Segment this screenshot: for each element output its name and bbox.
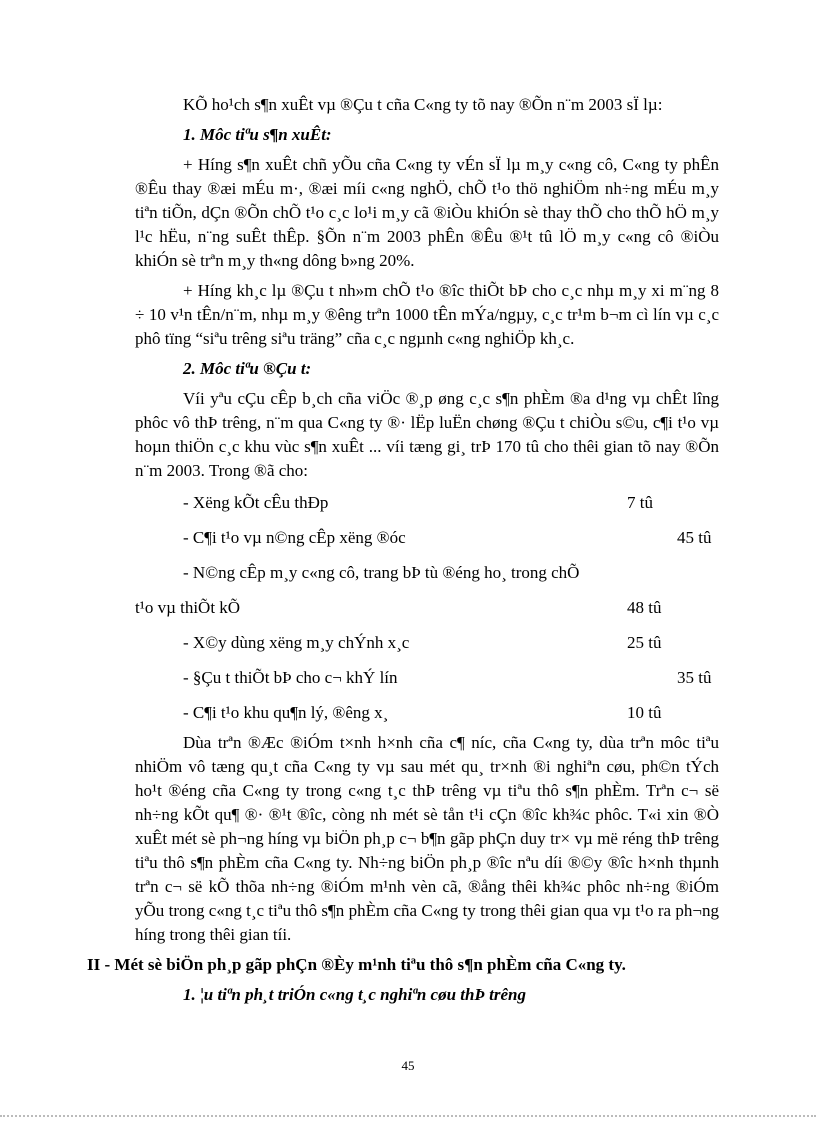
- paragraph-production-direction-1: + Híng s¶n xuÊt chñ yÕu cña C«ng ty vÉn sÏ lµ m¸y c«ng cô, C«ng ty phÊn ®Êu thay ®æi mÉu m·, ®æi míi c«ng nghÖ, chÕ t¹o thö nghiÖm nh÷ng mÉu m¸y tiªn tiÕn, dÇn ®Õn chÕ t¹o c¸c lo¹i m¸y cã ®iÒu khiÓn sè thay thÕ cho thÕ hÖ m¸y l¹c hËu, n¨ng suÊt thÊp. §Õn n¨m 2003 phÊn ®Êu ®¹t tû lÖ m¸y c«ng cô ®iÒu khiÓn sè trªn m¸y th«ng dông b»ng 20%.: [135, 155, 719, 270]
- list-item: [135, 666, 719, 690]
- page-content: [87, 93, 719, 1013]
- paragraph-production-direction-2: + Híng kh¸c lµ ®Çu t nh»m chÕ t¹o ®îc thiÕt bÞ cho c¸c nhµ m¸y xi m¨ng 8 ÷ 10 v¹n tÊn/n¨m, nhµ m¸y ®êng trªn 1000 tÊn mÝa/ngµy, c¸c tr¹m b¬m cì lín vµ c¸c phô tïng “siªu trêng siªu träng” cña c¸c ngµnh c«ng nghiÖp kh¸c.: [135, 281, 719, 348]
- list-item: [135, 526, 719, 550]
- paragraph-analysis: Dùa trªn ®Æc ®iÓm t×nh h×nh cña c¶ níc, cña C«ng ty, dùa trªn môc tiªu nhiÖm vô tæng qu¸t cña C«ng ty vµ sau mét qu¸ tr×nh ®i nghiªn cøu, ph©n tÝch ho¹t ®éng cña C«ng ty trong c«ng t¸c thÞ trêng vµ tiªu thô s¶n phÈm. Trªn c¬ së nh÷ng kÕt qu¶ ®· ®¹t ®îc, còng nh mét sè tån t¹i cÇn ®îc kh¾c phôc. T«i xin ®Ò xuÊt mét sè ph¬ng híng vµ biÖn ph¸p c¬ b¶n gãp phÇn duy tr× vµ më réng thÞ trêng tiªu thô s¶n phÈm cña C«ng ty. Nh÷ng biÖn ph¸p ®îc nªu díi ®©y ®îc h×nh thµnh trªn c¬ së kÕ thõa nh÷ng ®iÓm m¹nh vèn cã, ®ång thêi kh¾c phôc nh÷ng ®iÓm yÕu trong c«ng t¸c tiªu thô s¶n phÈm cña C«ng ty trong thêi gian qua vµ t¹o ra ph¬ng híng trong thêi gian tíi.: [135, 733, 719, 944]
- heading-production-goals: 1. Môc tiªu s¶n xuÊt:: [183, 125, 332, 144]
- heading-investment-goals: 2. Môc tiªu ®Çu t:: [183, 359, 312, 378]
- list-item: [135, 701, 719, 725]
- item-value: 10 tû: [627, 703, 662, 722]
- item-label-continued: t¹o vµ thiÕt kÕ: [135, 598, 241, 617]
- list-item: [135, 631, 719, 655]
- item-label: - X©y dùng xëng m¸y chÝnh x¸c: [183, 633, 410, 652]
- paragraph-investment: Víi yªu cÇu cÊp b¸ch cña viÖc ®¸p øng c¸c s¶n phÈm ®a d¹ng vµ chÊt lîng phôc vô thÞ trêng, n¨m qua C«ng ty ®· lËp luËn chøng ®Çu t chiÒu s©u, c¶i t¹o vµ hoµn thiÖn c¸c khu vùc s¶n xuÊt ... víi tæng gi¸ trÞ 170 tû cho thêi gian tõ nay ®Õn n¨m 2003. Trong ®ã cho:: [135, 389, 719, 480]
- item-value: 35 tû: [677, 668, 712, 687]
- item-value: 45 tû: [677, 528, 712, 547]
- item-label: - N©ng cÊp m¸y c«ng cô, trang bÞ tù ®éng ho¸ trong chÕ: [183, 563, 580, 582]
- intro-paragraph: KÕ ho¹ch s¶n xuÊt vµ ®Çu t cña C«ng ty tõ nay ®Õn n¨m 2003 sÏ lµ:: [183, 95, 663, 114]
- item-label: - C¶i t¹o vµ n©ng cÊp xëng ®óc: [183, 528, 406, 547]
- item-value: 7 tû: [627, 493, 653, 512]
- list-item: [135, 491, 719, 515]
- item-value: 48 tû: [627, 598, 662, 617]
- list-item: [135, 561, 719, 585]
- item-label: - §Çu t thiÕt bÞ cho c¬ khÝ lín: [183, 668, 398, 687]
- page-bottom-dotted-border: [0, 1115, 816, 1117]
- investment-list: [135, 491, 719, 725]
- list-item-continued: [135, 596, 719, 620]
- item-value: 25 tû: [627, 633, 662, 652]
- heading-market-research: 1. ¦u tiªn ph¸t triÓn c«ng t¸c nghiªn cøu thÞ trêng: [183, 985, 526, 1004]
- section-heading-measures: II - Mét sè biÖn ph¸p gãp phÇn ®Èy m¹nh tiªu thô s¶n phÈm cña C«ng ty.: [87, 955, 626, 974]
- item-label: - Xëng kÕt cÊu thÐp: [183, 493, 329, 512]
- item-label: - C¶i t¹o khu qu¶n lý, ®êng x¸: [183, 703, 389, 722]
- page-number: 45: [401, 1058, 415, 1073]
